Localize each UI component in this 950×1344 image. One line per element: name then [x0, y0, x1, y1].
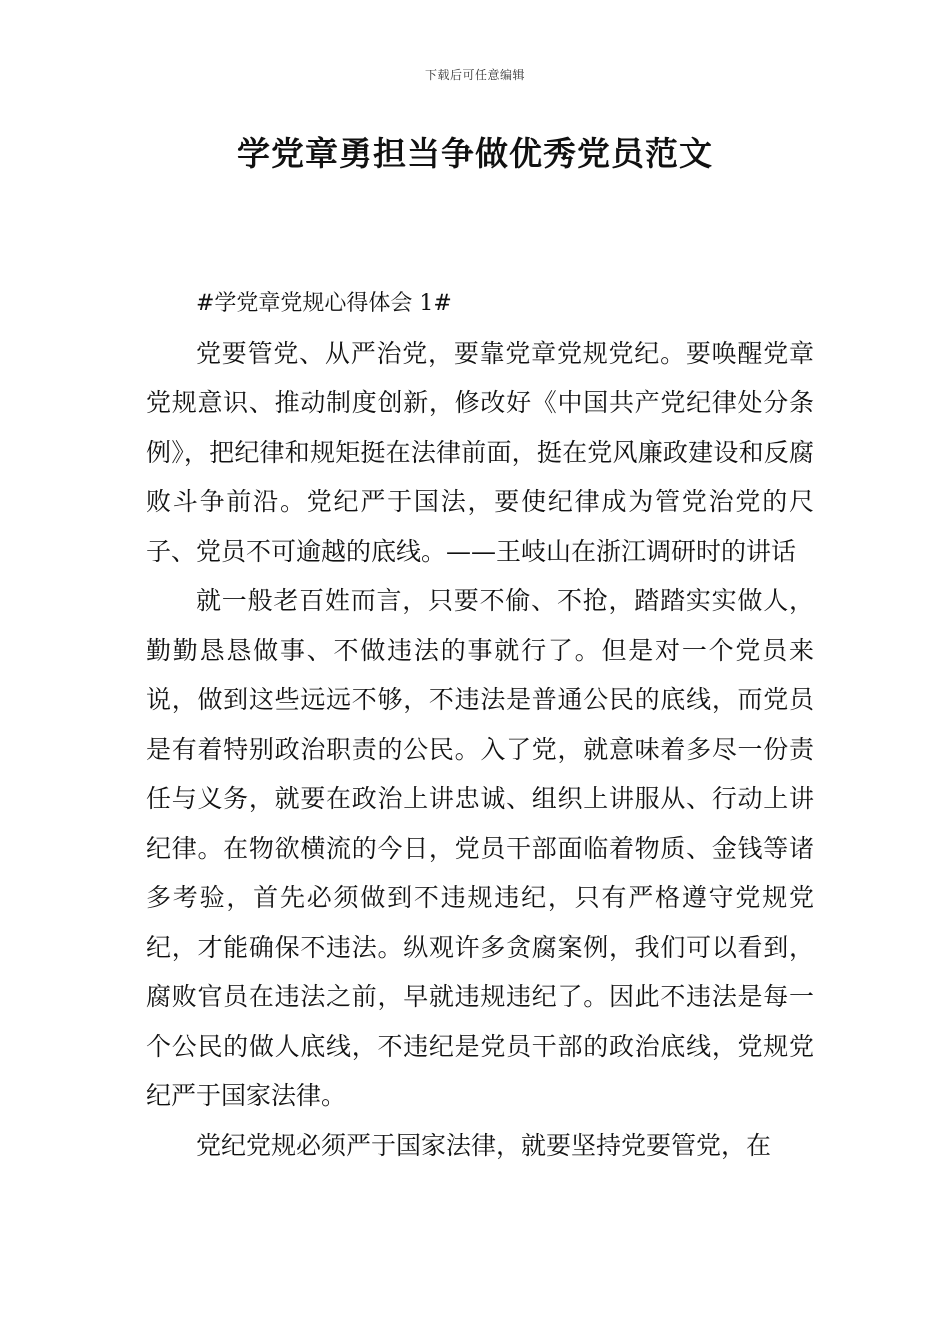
paragraph-3: 党纪党规必须严于国家法律，就要坚持党要管党，在: [196, 1130, 772, 1160]
paragraph-1: 党要管党、从严治党，要靠党章党规党纪。要唤醒党章党规意识、推动制度创新，修改好《中国共产党纪律处分条例》，把纪律和规矩挺在法律前面，挺在党风廉政建设和反腐败斗争前沿。党纪严于国法，要使纪律成为管党治党的尺子、党员不可逾越的底线。——王岐山在浙江调研时的讲话: [146, 338, 814, 566]
document-body: [146, 279, 814, 1170]
header-note: 下载后可任意编辑: [424, 68, 525, 82]
section-subheading: #学党章党规心得体会 1#: [196, 291, 452, 316]
document-title: 学党章勇担当争做优秀党员范文: [237, 134, 713, 173]
paragraph-2: 就一般老百姓而言，只要不偷、不抢，踏踏实实做人，勤勤恳恳做事、不做违法的事就行了。但是对一个党员来说，做到这些远远不够，不违法是普通公民的底线，而党员是有着特别政治职责的公民。入了党，就意味着多尽一份责任与义务，就要在政治上讲忠诚、组织上讲服从、行动上讲纪律。在物欲横流的今日，党员干部面临着物质、金钱等诸多考验，首先必须做到不违规违纪，只有严格遵守党规党纪，才能确保不违法。纵观许多贪腐案例，我们可以看到，腐败官员在违法之前，早就违规违纪了。因此不违法是每一个公民的做人底线，不违纪是党员干部的政治底线，党规党纪严于国家法律。: [146, 586, 814, 1110]
